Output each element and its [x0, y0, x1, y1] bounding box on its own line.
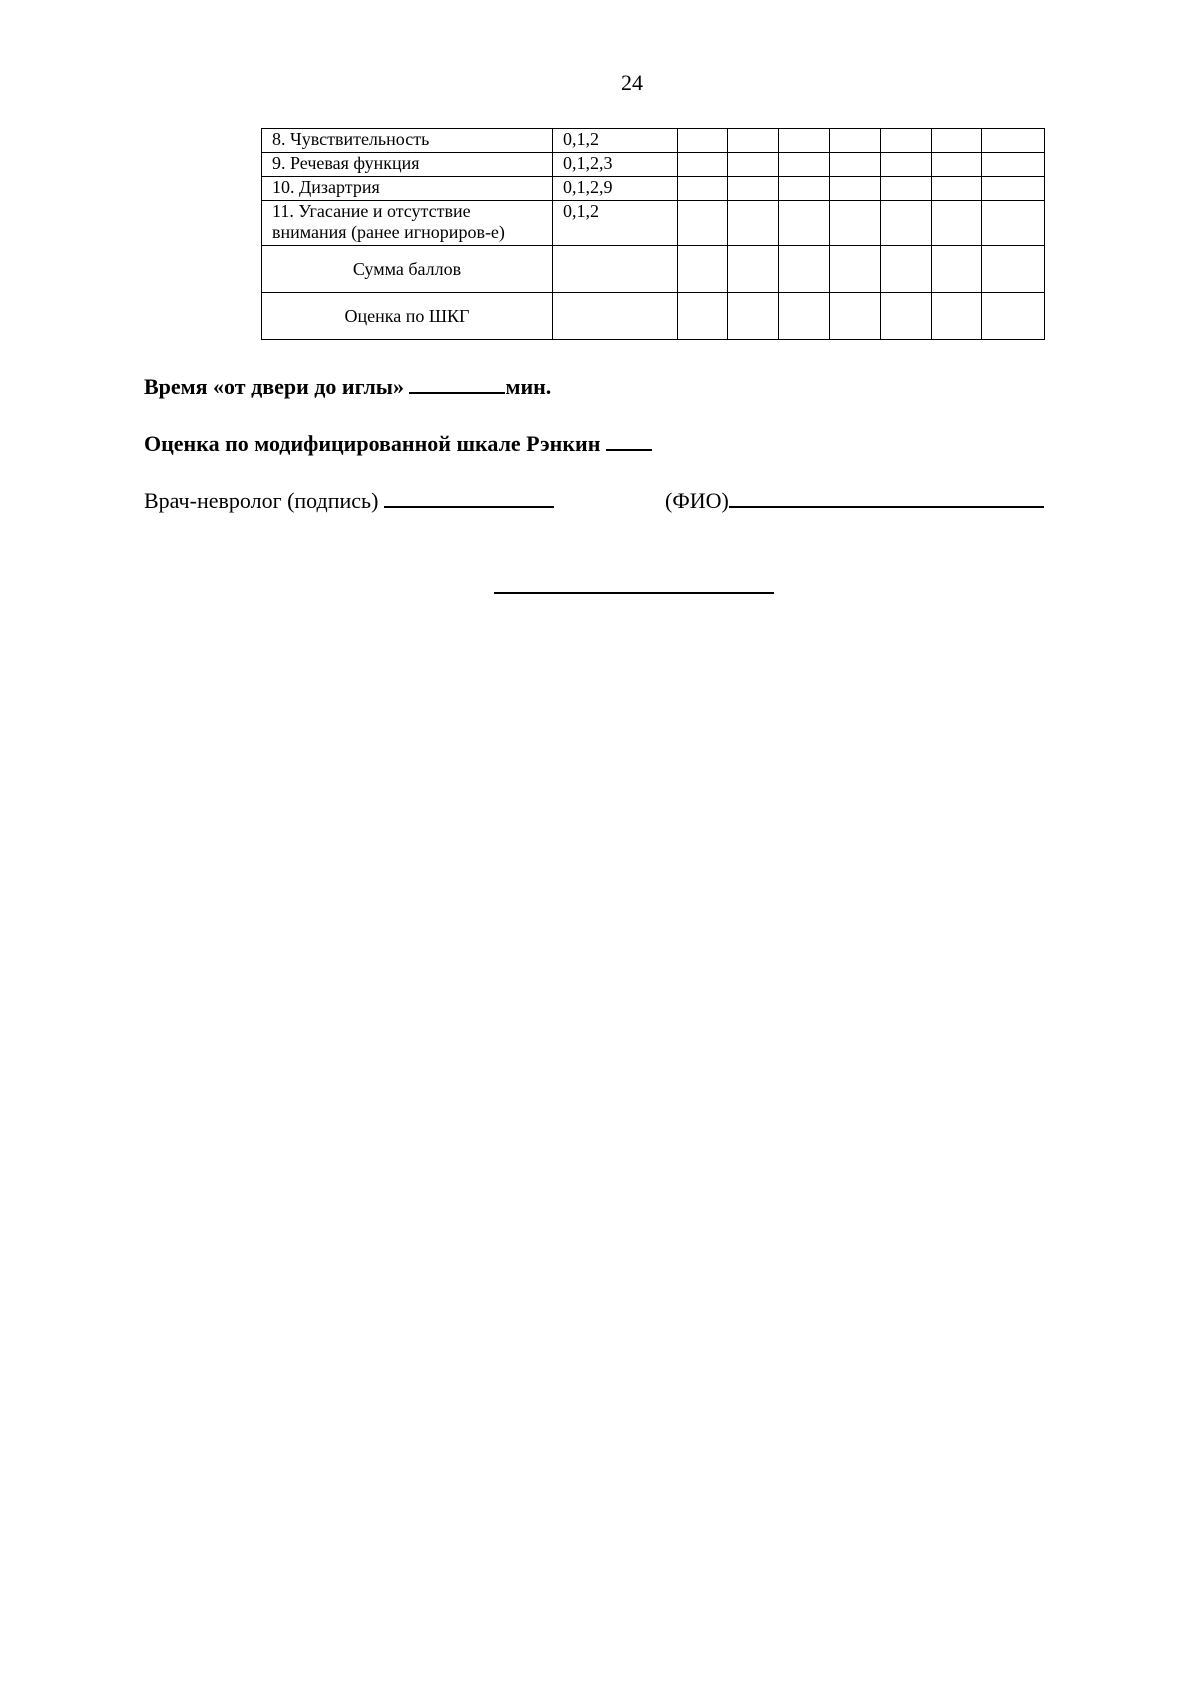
blank-cell[interactable] [982, 201, 1045, 246]
fio-field[interactable] [729, 505, 1044, 508]
blank-cell[interactable] [678, 153, 728, 177]
door-to-needle-label: Время «от двери до иглы» [144, 374, 404, 399]
blank-cell[interactable] [728, 246, 779, 293]
rankin-line [144, 431, 652, 457]
blank-cell[interactable] [779, 153, 830, 177]
blank-cell[interactable] [678, 201, 728, 246]
blank-cell[interactable] [779, 246, 830, 293]
blank-cell[interactable] [881, 246, 932, 293]
score-range-cell: 0,1,2,9 [553, 177, 678, 201]
page-number: 24 [621, 70, 643, 95]
door-to-needle-line [144, 374, 551, 400]
fio-label: (ФИО) [665, 488, 729, 513]
table-row-sum [262, 246, 1045, 293]
blank-cell[interactable] [830, 246, 881, 293]
blank-cell[interactable] [678, 293, 728, 340]
blank-cell[interactable] [678, 129, 728, 153]
blank-cell[interactable] [881, 201, 932, 246]
blank-cell[interactable] [830, 177, 881, 201]
blank-cell[interactable] [982, 246, 1045, 293]
blank-cell[interactable] [932, 129, 982, 153]
fio-line [665, 488, 1044, 514]
table-row [262, 201, 1045, 246]
blank-cell[interactable] [982, 293, 1045, 340]
blank-cell[interactable] [881, 177, 932, 201]
signature-field[interactable] [384, 505, 554, 508]
closing-rule [494, 592, 774, 594]
criterion-cell: 9. Речевая функция [262, 153, 553, 177]
criterion-cell [262, 201, 553, 246]
blank-cell[interactable] [881, 293, 932, 340]
table-row [262, 129, 1045, 153]
blank-cell[interactable] [779, 201, 830, 246]
blank-cell[interactable] [932, 246, 982, 293]
blank-cell[interactable] [932, 177, 982, 201]
blank-cell[interactable] [728, 129, 779, 153]
signature-line [144, 488, 554, 514]
rankin-field[interactable] [606, 448, 652, 451]
table-row [262, 153, 1045, 177]
score-range-cell: 0,1,2,3 [553, 153, 678, 177]
blank-cell[interactable] [881, 153, 932, 177]
blank-cell[interactable] [830, 129, 881, 153]
blank-cell[interactable] [779, 129, 830, 153]
door-to-needle-unit: мин. [505, 374, 552, 399]
blank-cell[interactable] [982, 153, 1045, 177]
rankin-label: Оценка по модифицированной шкале Рэнкин [144, 431, 601, 456]
blank-cell[interactable] [881, 129, 932, 153]
blank-cell[interactable] [932, 293, 982, 340]
table-row-nihss [262, 293, 1045, 340]
blank-cell[interactable] [830, 201, 881, 246]
criterion-line: 11. Угасание и отсутствие [272, 201, 471, 221]
nihss-table [261, 128, 1045, 340]
blank-cell[interactable] [728, 293, 779, 340]
blank-cell[interactable] [728, 201, 779, 246]
blank-cell[interactable] [779, 177, 830, 201]
blank-cell[interactable] [678, 246, 728, 293]
blank-cell[interactable] [553, 246, 678, 293]
blank-cell[interactable] [728, 177, 779, 201]
sum-label-cell: Сумма баллов [262, 246, 553, 293]
blank-cell[interactable] [779, 293, 830, 340]
criterion-cell: 8. Чувствительность [262, 129, 553, 153]
blank-cell[interactable] [728, 153, 779, 177]
blank-cell[interactable] [932, 201, 982, 246]
score-range-cell: 0,1,2 [553, 129, 678, 153]
blank-cell[interactable] [830, 293, 881, 340]
blank-cell[interactable] [932, 153, 982, 177]
criterion-line: внимания (ранее игнориров-е) [272, 222, 505, 242]
score-range-cell: 0,1,2 [553, 201, 678, 246]
blank-cell[interactable] [678, 177, 728, 201]
signature-label: Врач-невролог (подпись) [144, 488, 379, 513]
blank-cell[interactable] [830, 153, 881, 177]
blank-cell[interactable] [982, 177, 1045, 201]
criterion-cell: 10. Дизартрия [262, 177, 553, 201]
door-to-needle-field[interactable] [409, 391, 505, 394]
table-row [262, 177, 1045, 201]
blank-cell[interactable] [553, 293, 678, 340]
nihss-label-cell: Оценка по ШКГ [262, 293, 553, 340]
blank-cell[interactable] [982, 129, 1045, 153]
